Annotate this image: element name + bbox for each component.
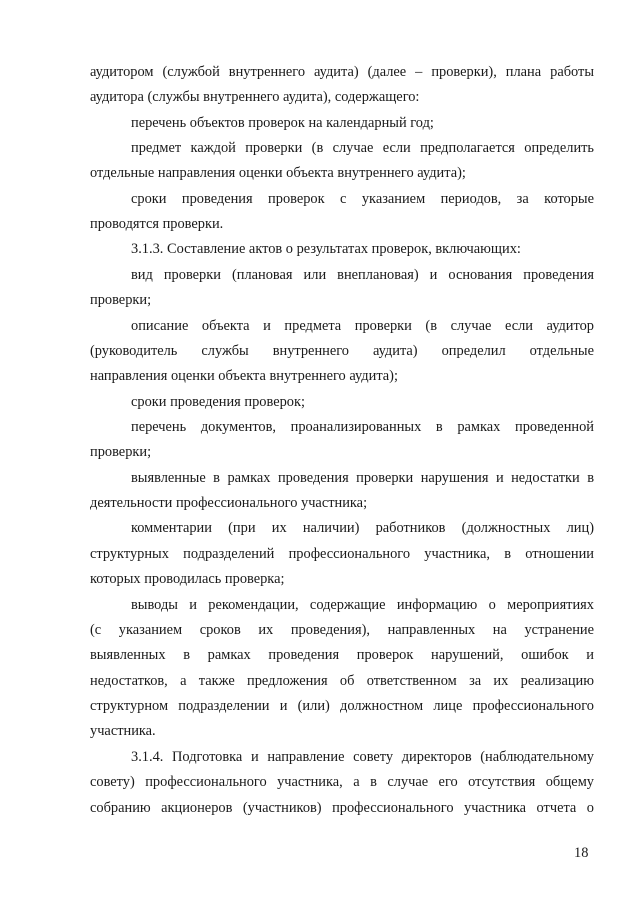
text-line: (с указанием сроков их проведения), направленных на устранение [90,622,594,638]
list-item: сроки проведения проверок с указанием периодов, за которые [131,191,594,207]
text-line: выявленных в рамках проведения проверок нарушений, ошибок и [90,647,594,663]
text-line: участника. [90,723,156,739]
text-line: недостатков, а также предложения об ответственном за их реализацию [90,673,594,689]
text-line: структурных подразделений профессионального участника, в отношении [90,546,594,562]
text-line: собранию акционеров (участников) профессионального участника отчета о [90,800,594,816]
text-line: проверки; [90,444,152,460]
section-heading: 3.1.3. Составление актов о результатах проверок, включающих: [131,241,521,257]
list-item: перечень документов, проанализированных в рамках проведенной [131,419,594,435]
text-line: структурном подразделении и (или) должностном лице профессионального [90,698,594,714]
list-item: выводы и рекомендации, содержащие информацию о мероприятиях [131,597,594,613]
text-line: аудитором (службой внутреннего аудита) (далее – проверки), плана работы [90,64,594,80]
text-line: аудитора (службы внутреннего аудита), содержащего: [90,89,420,105]
text-line: (руководитель службы внутреннего аудита) определил отдельные [90,343,594,359]
list-item: предмет каждой проверки (в случае если предполагается определить [131,140,594,156]
text-line: совету) профессионального участника, а в случае его отсутствия общему [90,774,594,790]
list-item: выявленные в рамках проведения проверки нарушения и недостатки в [131,470,594,486]
text-line: отдельные направления оценки объекта внутреннего аудита); [90,165,466,181]
list-item: сроки проведения проверок; [131,394,305,410]
list-item: вид проверки (плановая или внеплановая) и основания проведения [131,267,594,283]
text-line: деятельности профессионального участника; [90,495,368,511]
list-item: комментарии (при их наличии) работников (должностных лиц) [131,520,594,536]
text-line: проверки; [90,292,152,308]
text-line: которых проводилась проверка; [90,571,285,587]
page-number: 18 [574,845,589,861]
list-item: перечень объектов проверок на календарный год; [131,115,434,131]
text-line: проводятся проверки. [90,216,224,232]
text-line: направления оценки объекта внутреннего аудита); [90,368,398,384]
section-heading: 3.1.4. Подготовка и направление совету директоров (наблюдательному [131,749,594,765]
list-item: описание объекта и предмета проверки (в случае если аудитор [131,318,594,334]
